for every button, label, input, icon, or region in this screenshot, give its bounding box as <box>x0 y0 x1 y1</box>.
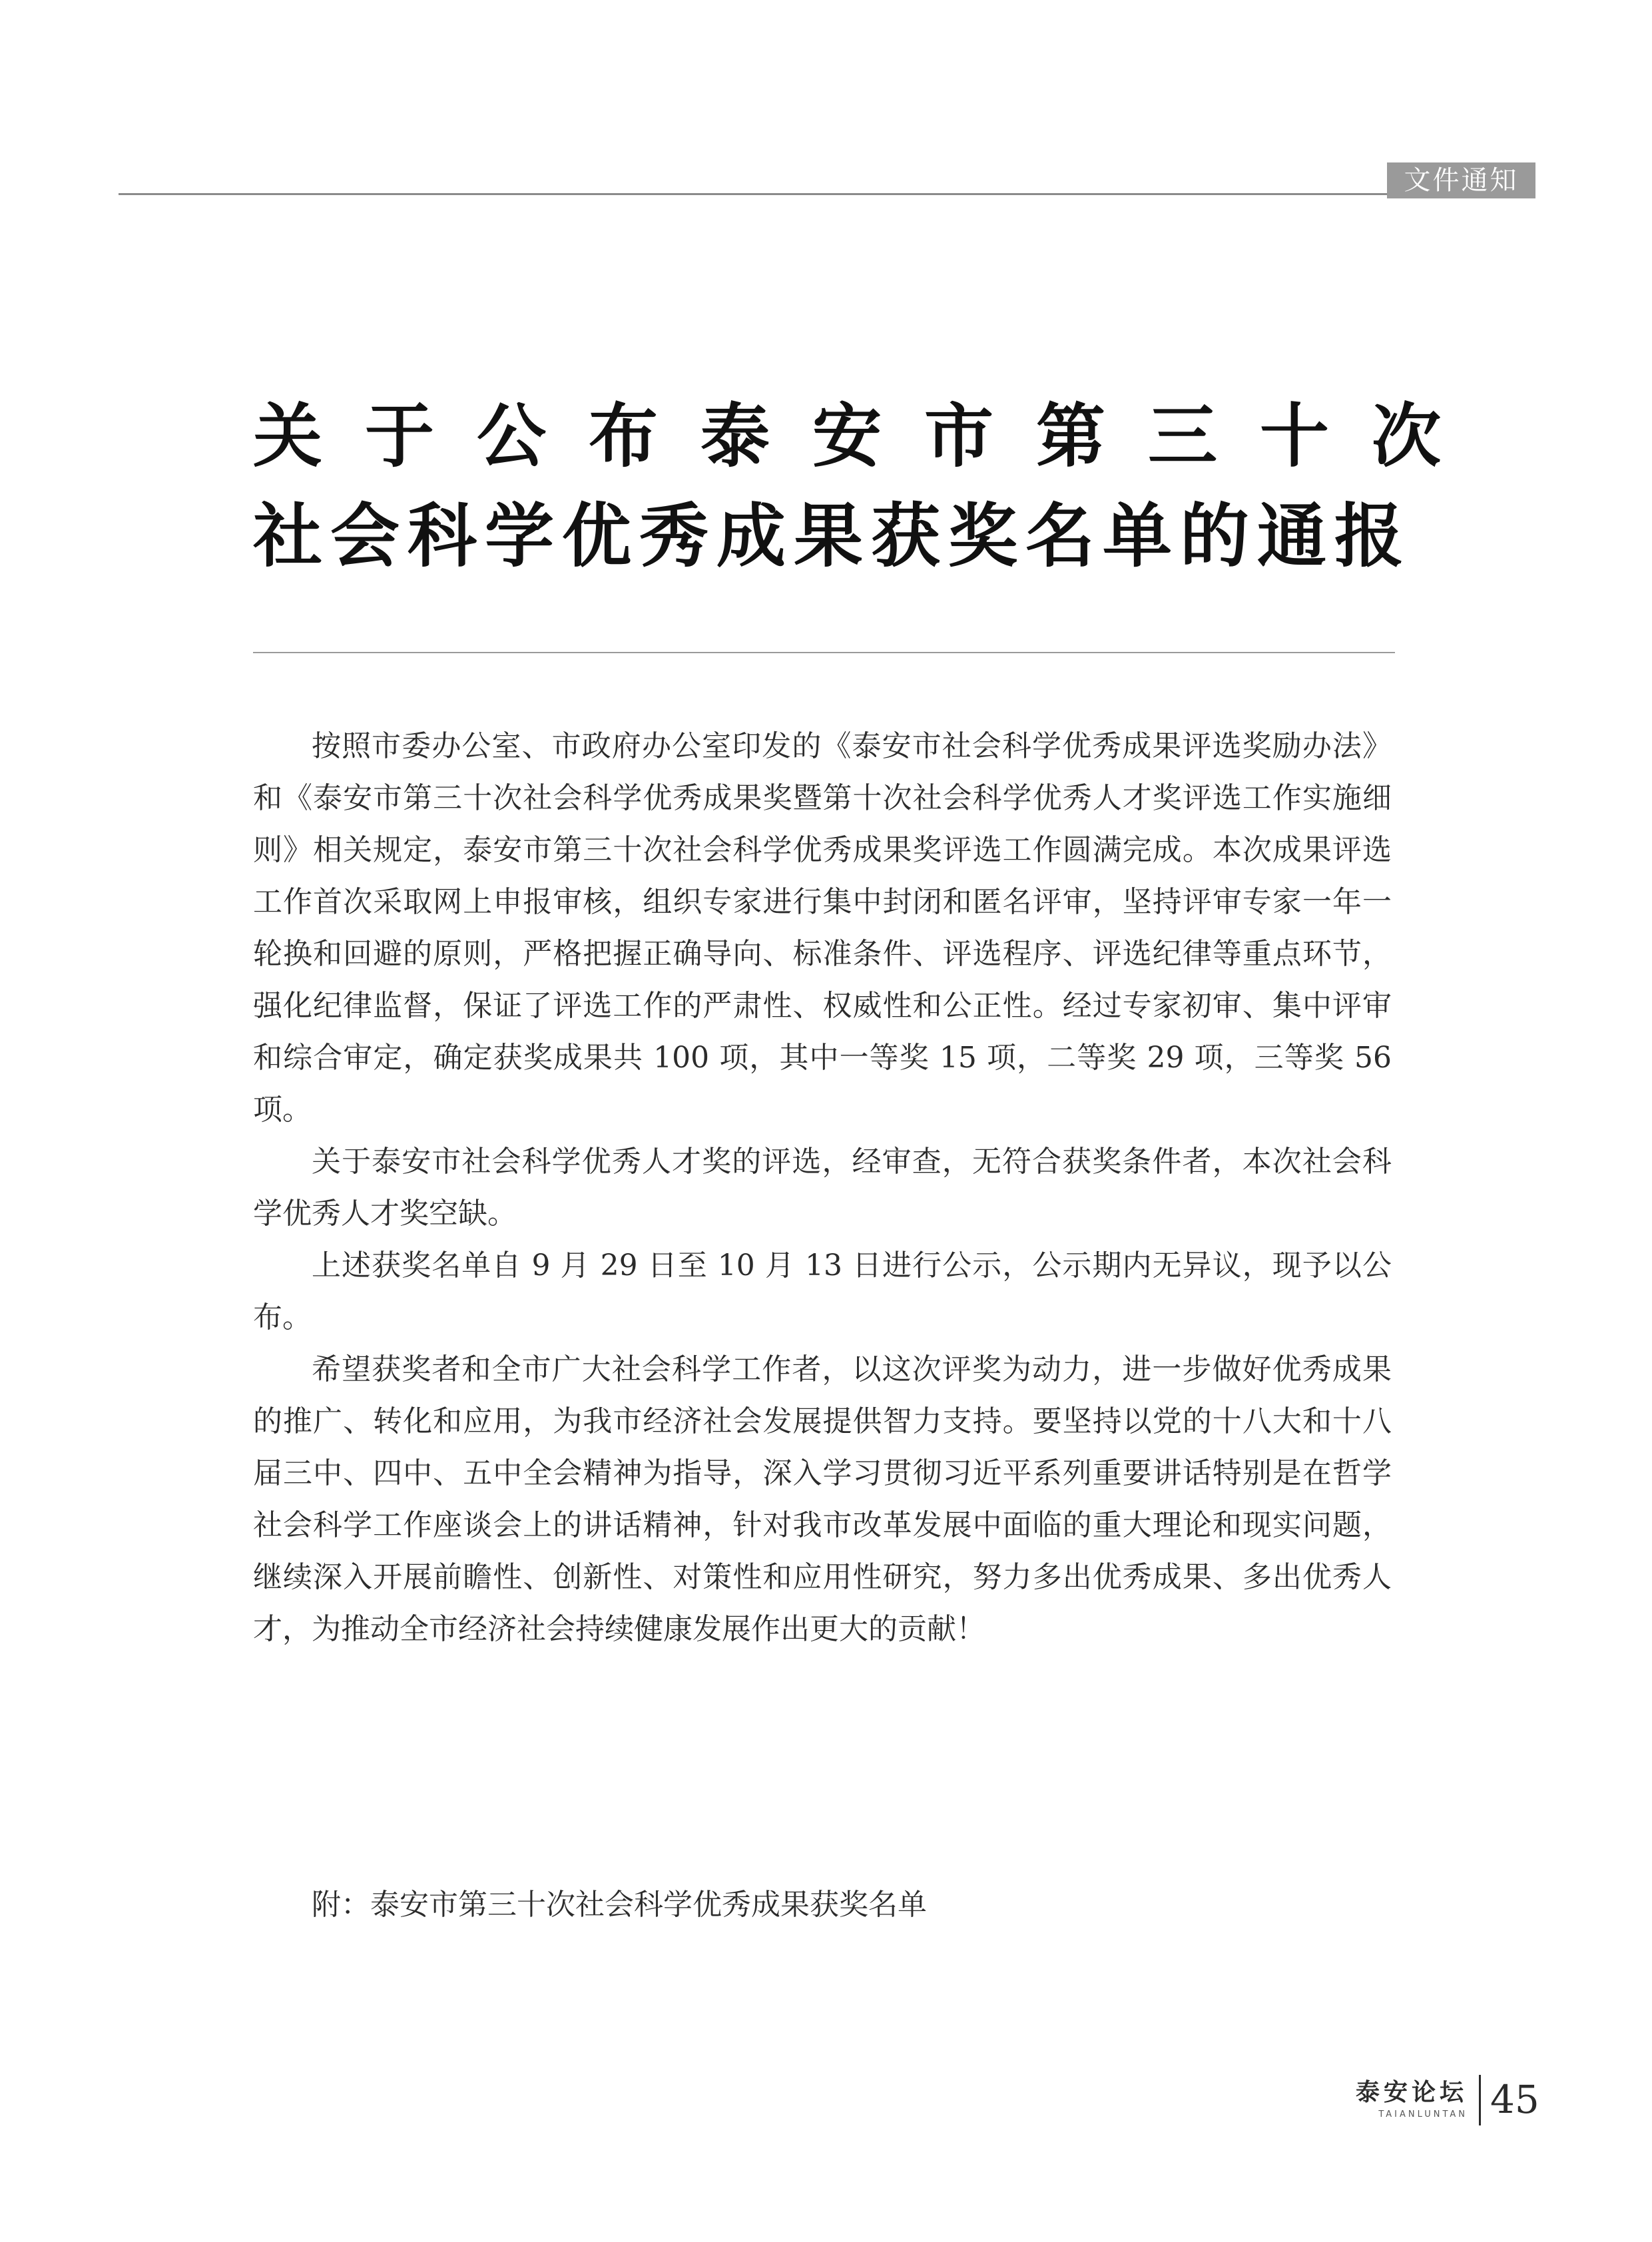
attachment-note: 附：泰安市第三十次社会科学优秀成果获奖名单 <box>312 1888 927 1922</box>
title-line-1: 关于公布泰安市第三十次 <box>253 396 1484 477</box>
title-line-2: 社会科学优秀成果获奖名单的通报 <box>253 495 1412 577</box>
document-title <box>253 393 1484 593</box>
paragraph-3: 上述获奖名单自 9 月 29 日至 10 月 13 日进行公示，公示期内无异议，现予以公布。 <box>253 1249 1392 1334</box>
title-divider <box>253 652 1395 653</box>
header-rule <box>119 193 1387 195</box>
paragraph-4: 希望获奖者和全市广大社会科学工作者，以这次评奖为动力，进一步做好优秀成果的推广、转化和应用，为我市经济社会发展提供智力支持。要坚持以党的十八大和十八届三中、四中、五中全会精神为指导，深入学习贯彻习近平系列重要讲话特别是在哲学社会科学工作座谈会上的讲话精神，针对我市改革发展中面临的重大理论和现实问题，继续深入开展前瞻性、创新性、对策性和应用性研究，努力多出优秀成果、多出优秀人才，为推动全市经济社会持续健康发展作出更大的贡献！ <box>253 1352 1392 1646</box>
journal-name-cn: 泰安论坛 <box>1355 2079 1468 2106</box>
paragraph-1: 按照市委办公室、市政府办公室印发的《泰安市社会科学优秀成果评选奖励办法》和《泰安市第三十次社会科学优秀成果奖暨第十次社会科学优秀人才奖评选工作实施细则》相关规定，泰安市第三十次社会科学优秀成果奖评选工作圆满完成。本次成果评选工作首次采取网上申报审核，组织专家进行集中封闭和匿名评审，坚持评审专家一年一轮换和回避的原则，严格把握正确导向、标准条件、评选程序、评选纪律等重点环节，强化纪律监督，保证了评选工作的严肃性、权威性和公正性。经过专家初审、集中评审和综合审定，确定获奖成果共 100 项，其中一等奖 15 项，二等奖 29 项，三等奖 56 项。 <box>253 729 1392 1127</box>
journal-logo <box>1354 2078 1468 2121</box>
journal-name-en: TAIANLUNTAN <box>1378 2109 1468 2119</box>
paragraph-2: 关于泰安市社会科学优秀人才奖的评选，经审查，无符合获奖条件者，本次社会科学优秀人才奖空缺。 <box>253 1145 1392 1231</box>
document-body <box>253 720 1392 1655</box>
section-tag: 文件通知 <box>1387 162 1535 198</box>
page-number: 45 <box>1490 2077 1539 2122</box>
footer-divider <box>1479 2075 1481 2125</box>
